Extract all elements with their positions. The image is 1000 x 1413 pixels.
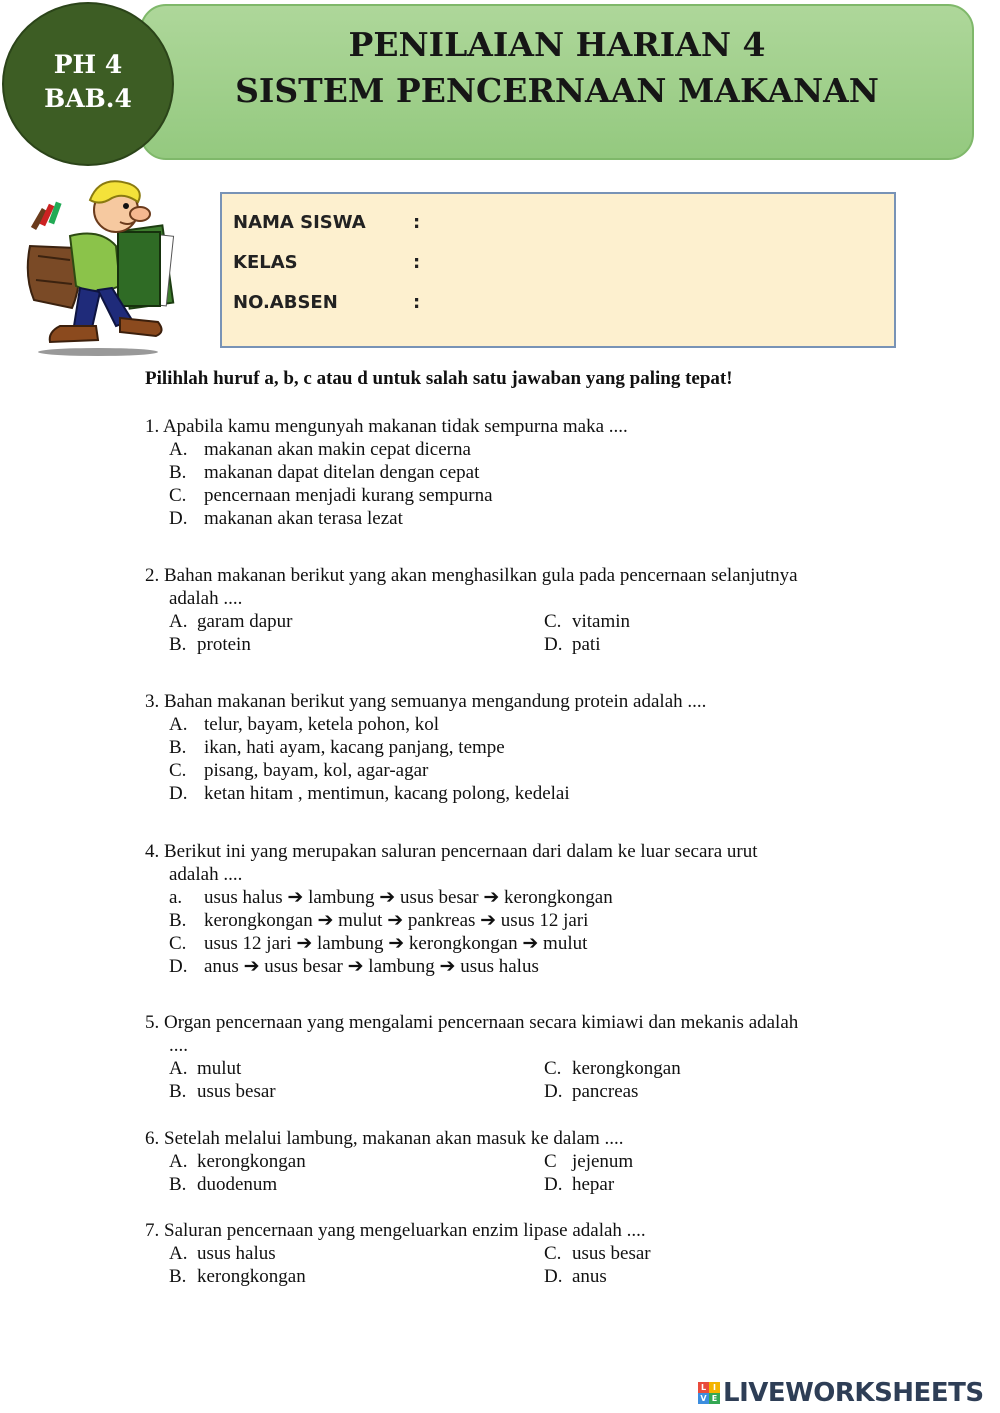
- title-line-2: SISTEM PENCERNAAN MAKANAN: [235, 71, 879, 110]
- question-7-option-c[interactable]: C. usus besar: [544, 1243, 651, 1264]
- question-5-option-a[interactable]: A. mulut: [169, 1058, 242, 1079]
- question-6-option-d[interactable]: D. hepar: [544, 1174, 615, 1195]
- chapter-badge-text: [2, 48, 174, 116]
- kelas-colon: :: [413, 252, 421, 273]
- question-2-option-d[interactable]: D. pati: [544, 634, 601, 655]
- question-6-option-c[interactable]: C jejenum: [544, 1151, 634, 1172]
- identity-row-nama: [233, 212, 421, 233]
- question-6-option-a[interactable]: A. kerongkongan: [169, 1151, 306, 1172]
- question-3-stem: 3. Bahan makanan berikut yang semuanya mengandung protein adalah ....: [145, 691, 707, 712]
- question-4-option-b[interactable]: B. kerongkongan ➔ mulut ➔ pankreas ➔ usus 12 jari: [169, 910, 589, 931]
- question-1-option-c[interactable]: C. pencernaan menjadi kurang sempurna: [169, 485, 493, 506]
- liveworksheets-logo-text: LIVEWORKSHEETS: [723, 1378, 984, 1408]
- question-3-option-b[interactable]: B. ikan, hati ayam, kacang panjang, tempe: [169, 737, 505, 758]
- question-1-option-b[interactable]: B. makanan dapat ditelan dengan cepat: [169, 462, 480, 483]
- question-1-stem: 1. Apabila kamu mengunyah makanan tidak sempurna maka ....: [145, 416, 628, 437]
- question-4-option-c[interactable]: C. usus 12 jari ➔ lambung ➔ kerongkongan ➔ mulut: [169, 933, 588, 954]
- liveworksheets-logo-icon: L I V E: [698, 1382, 720, 1404]
- nama-colon: :: [413, 212, 421, 233]
- question-7-option-d[interactable]: D. anus: [544, 1266, 607, 1287]
- question-5-stem-cont: ....: [169, 1035, 188, 1056]
- badge-line-1: PH 4: [53, 50, 123, 79]
- question-5-option-c[interactable]: C. kerongkongan: [544, 1058, 681, 1079]
- question-4-stem-cont: adalah ....: [169, 864, 243, 885]
- absen-colon: :: [413, 292, 421, 313]
- student-mascot-illustration: [20, 176, 180, 358]
- question-2-option-a[interactable]: A. garam dapur: [169, 611, 293, 632]
- question-5-option-d[interactable]: D. pancreas: [544, 1081, 639, 1102]
- question-4-stem: 4. Berikut ini yang merupakan saluran pencernaan dari dalam ke luar secara urut: [145, 841, 758, 862]
- question-5-option-b[interactable]: B. usus besar: [169, 1081, 276, 1102]
- question-4-option-d[interactable]: D. anus ➔ usus besar ➔ lambung ➔ usus halus: [169, 956, 539, 977]
- question-2-stem: 2. Bahan makanan berikut yang akan menghasilkan gula pada pencernaan selanjutnya: [145, 565, 798, 586]
- page-title: [140, 22, 974, 114]
- question-4-option-a[interactable]: a. usus halus ➔ lambung ➔ usus besar ➔ kerongkongan: [169, 887, 613, 908]
- question-7-option-a[interactable]: A. usus halus: [169, 1243, 276, 1264]
- badge-line-2: BAB.4: [44, 84, 132, 113]
- liveworksheets-logo[interactable]: [698, 1378, 984, 1408]
- question-7-option-b[interactable]: B. kerongkongan: [169, 1266, 306, 1287]
- absen-label: NO.ABSEN: [233, 292, 338, 313]
- kelas-label: KELAS: [233, 252, 298, 273]
- question-2-stem-cont: adalah ....: [169, 588, 243, 609]
- question-2-option-c[interactable]: C. vitamin: [544, 611, 631, 632]
- instruction-text: Pilihlah huruf a, b, c atau d untuk salah satu jawaban yang paling tepat!: [145, 368, 733, 389]
- question-6-stem: 6. Setelah melalui lambung, makanan akan masuk ke dalam ....: [145, 1128, 624, 1149]
- question-3-option-c[interactable]: C. pisang, bayam, kol, agar-agar: [169, 760, 429, 781]
- identity-row-absen: [233, 292, 421, 313]
- question-1-option-a[interactable]: A. makanan akan makin cepat dicerna: [169, 439, 471, 460]
- nama-label: NAMA SISWA: [233, 212, 366, 233]
- question-2-option-b[interactable]: B. protein: [169, 634, 251, 655]
- question-5-stem: 5. Organ pencernaan yang mengalami pencernaan secara kimiawi dan mekanis adalah: [145, 1012, 799, 1033]
- identity-row-kelas: [233, 252, 421, 273]
- question-6-option-b[interactable]: B. duodenum: [169, 1174, 278, 1195]
- question-3-option-a[interactable]: A. telur, bayam, ketela pohon, kol: [169, 714, 440, 735]
- question-7-stem: 7. Saluran pencernaan yang mengeluarkan enzim lipase adalah ....: [145, 1220, 646, 1241]
- question-1-option-d[interactable]: D. makanan akan terasa lezat: [169, 508, 403, 529]
- title-line-1: PENILAIAN HARIAN 4: [348, 25, 766, 64]
- question-3-option-d[interactable]: D. ketan hitam , mentimun, kacang polong, kedelai: [169, 783, 570, 804]
